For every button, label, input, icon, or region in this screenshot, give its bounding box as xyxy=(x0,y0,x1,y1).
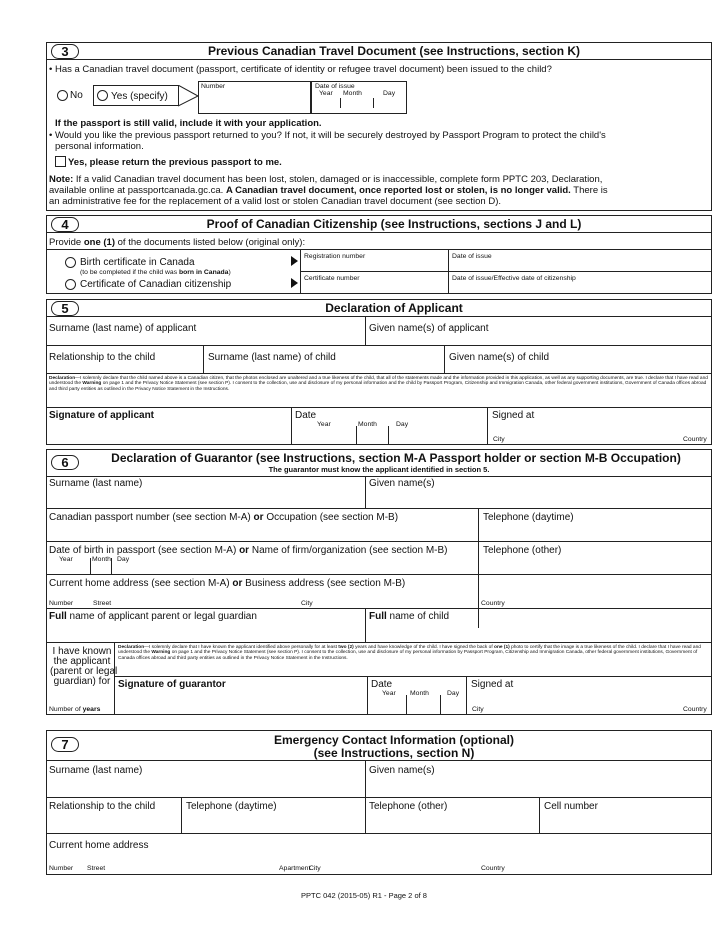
city-label: City xyxy=(472,706,484,713)
known-label-2: the applicant xyxy=(53,656,111,667)
signature-applicant-label: Signature of applicant xyxy=(49,410,155,421)
surname-child-label: Surname (last name) of child xyxy=(208,352,336,363)
divider xyxy=(365,608,366,642)
section-title: Declaration of Applicant xyxy=(325,301,463,315)
return-question-l1: • Would you like the previous passport returned to you? If not, it will be securely destroyed by Passport Program to protect the child's xyxy=(49,130,606,141)
section-3-header xyxy=(47,43,711,60)
street-label: Street xyxy=(87,865,106,872)
divider xyxy=(406,695,407,715)
country-label: Country xyxy=(481,865,505,872)
year-label: Year xyxy=(59,556,73,563)
section-title: Previous Canadian Travel Document (see Instructions, section K) xyxy=(207,44,581,58)
section-title-line-2: (see Instructions, section N) xyxy=(313,746,475,760)
known-label-1: I have known xyxy=(52,646,112,657)
divider xyxy=(365,797,366,833)
section-7-header xyxy=(47,731,711,761)
citizenship-certificate-label: Certificate of Canadian citizenship xyxy=(80,279,232,290)
emergency-given-field[interactable] xyxy=(366,761,711,795)
divider xyxy=(47,574,711,575)
year-label: Year xyxy=(319,90,333,97)
divider xyxy=(478,508,479,628)
yes-label: Yes (specify) xyxy=(111,91,168,102)
section-subtitle: The guarantor must know the applicant identified in section 5. xyxy=(268,465,490,474)
citizenship-certificate-radio[interactable] xyxy=(65,279,76,290)
number-label: Number xyxy=(49,600,74,607)
divider xyxy=(47,797,711,798)
divider xyxy=(90,558,91,574)
date-issue-label: Date of issue xyxy=(452,253,492,260)
day-label: Day xyxy=(447,690,460,697)
no-radio[interactable] xyxy=(57,90,68,101)
divider xyxy=(47,373,711,374)
birth-certificate-radio[interactable] xyxy=(65,257,76,268)
month-label: Month xyxy=(343,90,362,97)
arrow-icon xyxy=(291,256,298,266)
surname-applicant-label: Surname (last name) of applicant xyxy=(49,323,197,334)
divider xyxy=(47,608,711,609)
given-label: Given name(s) xyxy=(369,765,435,776)
section-3 xyxy=(46,42,712,211)
month-label: Month xyxy=(92,556,111,563)
divider xyxy=(440,695,441,715)
effective-date-label: Date of issue/Effective date of citizenship xyxy=(452,275,576,282)
divider xyxy=(300,271,711,272)
given-applicant-label: Given name(s) of applicant xyxy=(369,323,489,334)
passport-occupation-label: Canadian passport number (see section M-A) or Occupation (see section M-B) xyxy=(49,512,399,523)
signature-guarantor-label: Signature of guarantor xyxy=(118,679,226,690)
date-label: Date xyxy=(371,679,393,690)
question-text: • Has a Canadian travel document (passport, certificate of identity or refugee travel document) been issued to the child? xyxy=(49,64,552,75)
note-line-2: available online at passportcanada.gc.ca. A Canadian travel document, once reported lost or stolen, is no longer valid. There is xyxy=(49,185,608,196)
yes-radio[interactable] xyxy=(97,90,108,101)
note-line-3: an administrative fee for the replacement of a valid lost or stolen Canadian travel document (see section D). xyxy=(49,196,502,207)
telephone-other-label: Telephone (other) xyxy=(369,801,448,812)
divider xyxy=(466,676,467,715)
dob-firm-label: Date of birth in passport (see section M-A) or Name of firm/organization (see section M-B) xyxy=(49,545,448,556)
relationship-label: Relationship to the child xyxy=(49,352,156,363)
home-address-label: Current home address xyxy=(49,840,149,851)
section-4 xyxy=(46,215,712,294)
divider xyxy=(47,642,711,643)
telephone-daytime-label: Telephone (daytime) xyxy=(186,801,277,812)
day-label: Day xyxy=(117,556,130,563)
return-yes-label: Yes, please return the previous passport to me. xyxy=(68,157,282,168)
given-child-label: Given name(s) of child xyxy=(449,352,550,363)
divider xyxy=(47,508,711,509)
divider xyxy=(356,426,357,445)
year-label: Year xyxy=(382,690,396,697)
return-question-l2: personal information. xyxy=(55,141,144,152)
section-title: Proof of Canadian Citizenship (see Instructions, sections J and L) xyxy=(206,217,582,231)
divider xyxy=(47,345,711,346)
number-label: Number xyxy=(201,83,226,90)
section-number: 3 xyxy=(51,44,79,59)
country-label: Country xyxy=(683,436,707,443)
still-valid-text: If the passport is still valid, include it with your application. xyxy=(55,118,322,129)
divider xyxy=(114,676,711,677)
country-label: Country xyxy=(683,706,707,713)
year-label: Year xyxy=(317,421,331,428)
section-number: 5 xyxy=(51,301,79,316)
section-4-header xyxy=(47,216,711,233)
section-title-line-1: Emergency Contact Information (optional) xyxy=(273,733,514,747)
section-number: 7 xyxy=(51,737,79,752)
note-line-1: Note: If a valid Canadian travel document has been lost, stolen, damaged or is inaccessible, complete form PPTC 203, Declaration, xyxy=(49,174,603,185)
guarantor-declaration-text: Declaration—I solemnly declare that I have known the applicant identified above personally for at least two (2) years and have knowledge of the child. I have signed the back of one (1) photo to certify that the image is a true likeness of the child. I declare that I have read and understood the Warning on page 1 and the Privacy Notice Statement (see section P). I consent to the collection, use and disclosure of my personal information by Passport Program, Citizenship and Immigration Canada, other federal government institutions, Government of Canada offices abroad and third party entities as outlined in the Privacy Notice Statement in the Instructions. xyxy=(118,645,701,661)
divider xyxy=(388,426,389,445)
month-label: Month xyxy=(410,690,429,697)
divider xyxy=(340,98,341,108)
telephone-daytime-label: Telephone (daytime) xyxy=(483,512,574,523)
divider xyxy=(367,676,368,715)
surname-guarantor-label: Surname (last name) xyxy=(49,478,143,489)
return-passport-checkbox[interactable] xyxy=(55,156,66,167)
arrow-shape xyxy=(178,85,200,107)
divider xyxy=(444,345,445,373)
divider xyxy=(47,407,711,408)
section-6-header xyxy=(47,450,711,477)
surname-applicant-field[interactable] xyxy=(47,317,364,344)
registration-number-label: Registration number xyxy=(304,253,366,260)
given-applicant-field[interactable] xyxy=(366,317,711,344)
signature-guarantor-field[interactable] xyxy=(115,690,367,714)
divider xyxy=(291,407,292,445)
apartment-label: Apartment xyxy=(279,865,311,872)
telephone-other-label: Telephone (other) xyxy=(483,545,562,556)
street-label: Street xyxy=(93,600,112,607)
surname-label: Surname (last name) xyxy=(49,765,143,776)
known-label-3: (parent or legal xyxy=(50,666,118,677)
divider xyxy=(181,797,182,833)
guarantor-given-field[interactable] xyxy=(366,477,711,507)
signed-at-label: Signed at xyxy=(471,679,514,690)
full-name-child-label: Full name of child xyxy=(369,611,450,622)
divider xyxy=(47,249,711,250)
divider xyxy=(203,345,204,373)
divider xyxy=(47,541,711,542)
day-label: Day xyxy=(383,90,396,97)
number-label: Number xyxy=(49,865,74,872)
arrow-icon xyxy=(291,278,298,288)
known-label-4: guardian) for xyxy=(53,676,111,687)
divider xyxy=(539,797,540,833)
birth-certificate-label: Birth certificate in Canada xyxy=(80,257,195,268)
country-label: Country xyxy=(481,600,505,607)
divider xyxy=(373,98,374,108)
cell-number-label: Cell number xyxy=(544,801,598,812)
birth-note: (to be completed if the child was born in Canada) xyxy=(80,269,231,276)
certificate-number-label: Certificate number xyxy=(304,275,360,282)
city-label: City xyxy=(309,865,321,872)
emergency-surname-field[interactable] xyxy=(47,761,364,795)
number-of-years-label: Number of years xyxy=(49,706,101,713)
day-label: Day xyxy=(396,421,409,428)
provide-text: Provide one (1) of the documents listed below (original only): xyxy=(49,237,306,248)
section-5-header xyxy=(47,300,711,317)
relationship-label: Relationship to the child xyxy=(49,801,156,812)
full-name-parent-label: Full name of applicant parent or legal guardian xyxy=(49,611,257,622)
page-footer: PPTC 042 (2015-05) R1 - Page 2 of 8 xyxy=(301,891,427,900)
section-7 xyxy=(46,730,712,875)
no-label: No xyxy=(70,90,83,101)
guarantor-surname-field[interactable] xyxy=(47,477,364,507)
divider xyxy=(111,558,112,574)
city-label: City xyxy=(301,600,313,607)
address-label: Current home address (see section M-A) or Business address (see section M-B) xyxy=(49,578,406,589)
divider xyxy=(47,833,711,834)
date-issue-label: Date of issue xyxy=(315,83,355,90)
date-label: Date xyxy=(295,410,317,421)
section-number: 4 xyxy=(51,217,79,232)
city-label: City xyxy=(493,436,505,443)
section-title: Declaration of Guarantor (see Instructions, section M-A Passport holder or section M-B Occupation) xyxy=(111,451,681,465)
signed-at-label: Signed at xyxy=(492,410,535,421)
section-number: 6 xyxy=(51,455,79,470)
signature-applicant-field[interactable] xyxy=(47,420,291,444)
month-label: Month xyxy=(358,421,377,428)
given-guarantor-label: Given name(s) xyxy=(369,478,435,489)
divider xyxy=(487,407,488,445)
declaration-text: Declaration—I solemnly declare that the child named above is a Canadian citizen, that the photos enclosed are unaltered and a true likeness of the child, that all of the statements made and the information provided in this application, as well as any supporting documents, are true. I declare that I have read and understood the Warning on page 1 and the Privacy Notice Statement (see section P). I consent to the collection, use and disclosure of my personal information and the child by Passport Program, Citizenship and Immigration Canada, other federal government institutions, Government of Canada offices abroad and third party entities as outlined in the Privacy Notice Statement in the Instructions. xyxy=(49,376,708,392)
